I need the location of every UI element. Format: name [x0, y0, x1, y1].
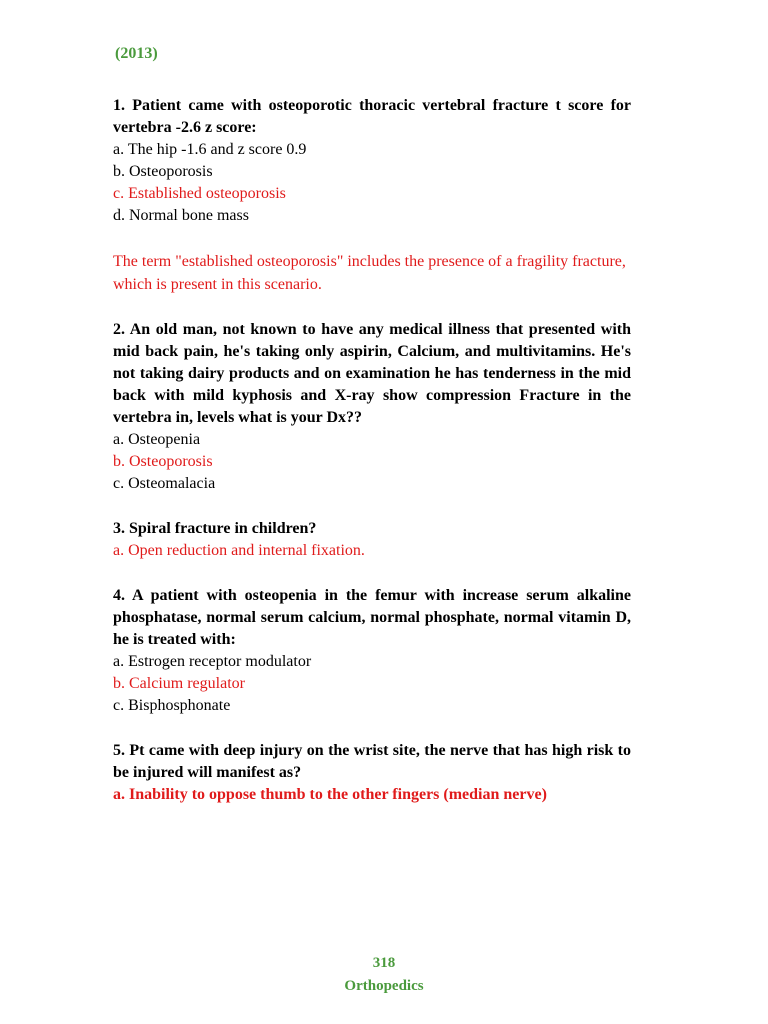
question-stem: 2. An old man, not known to have any medical illness that presented with mid back pain, he's taking only aspirin, Calcium, and multivitamins. He's not taking dairy products and on examination he has tenderness in the mid back with mild kyphosis and X-ray show compression Fracture in the vertebra in, levels what is your Dx?? [113, 321, 631, 426]
option: a. The hip -1.6 and z score 0.9 [113, 141, 307, 158]
correct-option: a. Open reduction and internal fixation. [113, 542, 365, 559]
question-stem: 4. A patient with osteopenia in the femur with increase serum alkaline phosphatase, normal serum calcium, normal phosphate, normal vitamin D, he is treated with: [113, 587, 631, 648]
correct-option: c. Established osteoporosis [113, 185, 286, 202]
explanation: The term "established osteoporosis" includes the presence of a fragility fracture, which is present in this scenario. [113, 253, 626, 293]
option: d. Normal bone mass [113, 207, 249, 224]
option: a. Osteopenia [113, 431, 201, 448]
question-stem: 5. Pt came with deep injury on the wrist site, the nerve that has high risk to be injured will manifest as? [113, 742, 631, 781]
option: b. Osteoporosis [113, 163, 213, 180]
option: c. Osteomalacia [113, 475, 216, 492]
correct-option: a. Inability to oppose thumb to the other fingers (median nerve) [113, 786, 547, 803]
correct-option: b. Osteoporosis [113, 453, 213, 470]
page-number: 318 [372, 955, 396, 971]
question-4 [113, 585, 631, 717]
question-stem: 3. Spiral fracture in children? [113, 520, 317, 537]
correct-option: b. Calcium regulator [113, 675, 245, 692]
question-stem: 1. Patient came with osteoporotic thoracic vertebral fracture t score for vertebra -2.6 z score: [113, 97, 631, 136]
option: c. Bisphosphonate [113, 697, 231, 714]
question-5 [113, 740, 631, 806]
question-2 [113, 319, 631, 495]
question-1 [113, 95, 631, 296]
section-label: Orthopedics [344, 978, 424, 994]
option: a. Estrogen receptor modulator [113, 653, 312, 670]
question-list [113, 95, 631, 806]
year-label: (2013) [115, 45, 158, 62]
question-3 [113, 518, 631, 562]
